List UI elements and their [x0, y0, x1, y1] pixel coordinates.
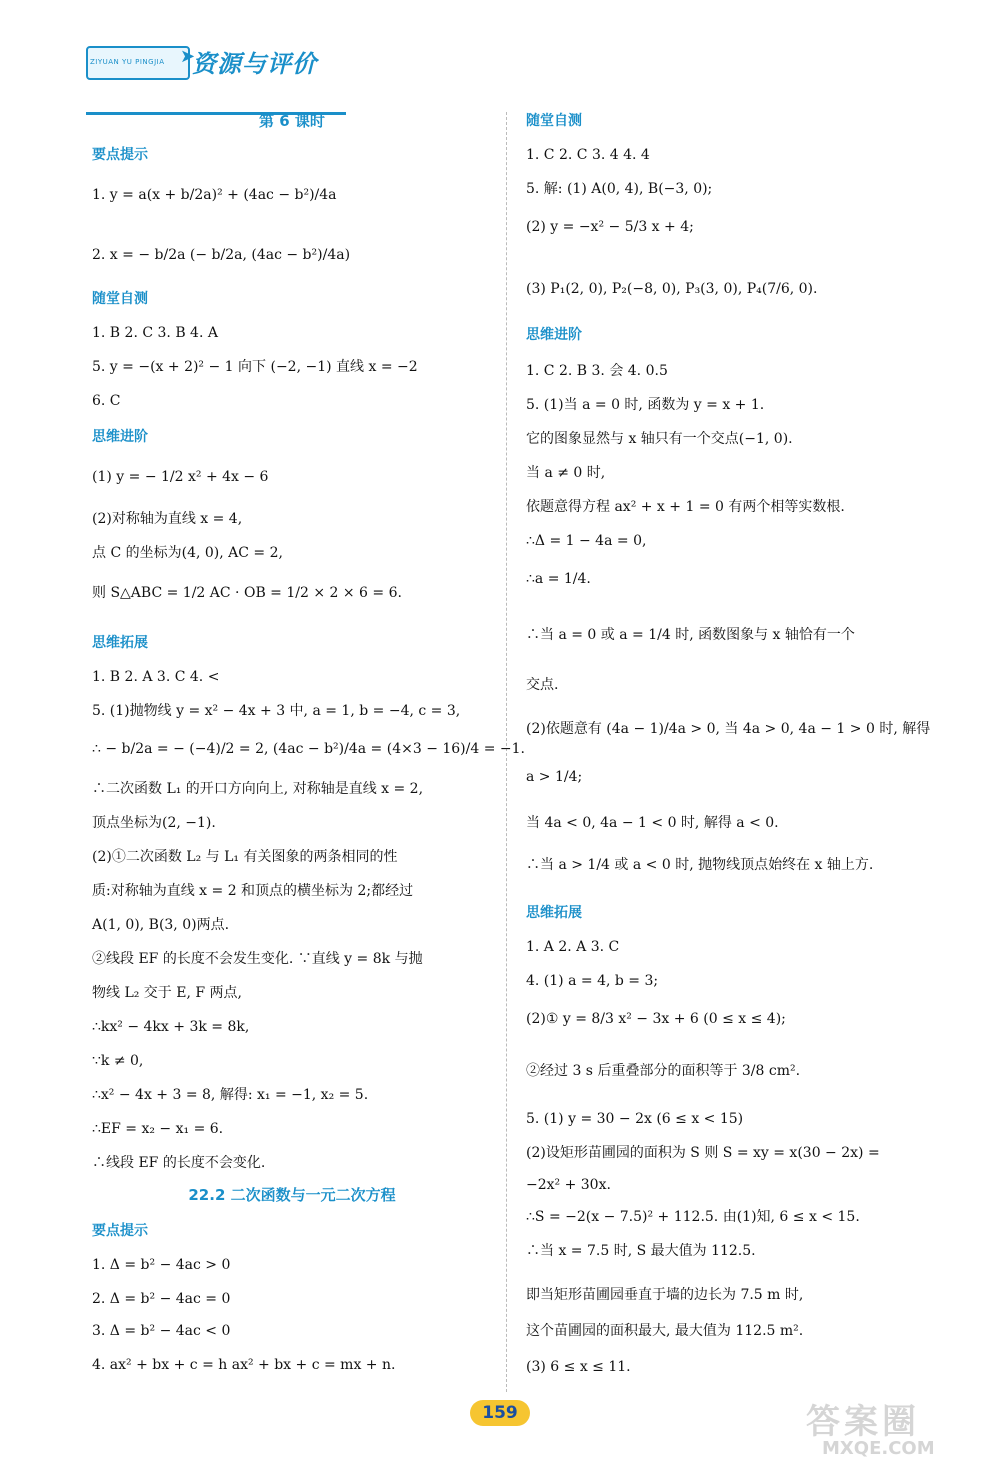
section-heading: 思维进阶 — [526, 327, 582, 343]
answer-line: 6. C — [92, 393, 121, 409]
answer-line: ∴EF = x₂ − x₁ = 6. — [92, 1121, 224, 1137]
answer-line: 1. B 2. C 3. B 4. A — [92, 325, 218, 341]
watermark-url: MXQE.COM — [822, 1438, 935, 1459]
answer-line: 当 4a < 0, 4a − 1 < 0 时, 解得 a < 0. — [526, 815, 779, 831]
lesson-title: 第 6 课时 — [259, 112, 325, 130]
answer-line: ∴当 a = 0 或 a = 1/4 时, 函数图象与 x 轴恰有一个 — [526, 627, 855, 643]
section-heading: 随堂自测 — [526, 113, 582, 129]
header-pinyin: ZIYUAN YU PINGJIA — [90, 58, 165, 66]
page-number: 159 — [470, 1400, 530, 1426]
answer-line: 5. y = −(x + 2)² − 1 向下 (−2, −1) 直线 x = −2 — [92, 359, 418, 375]
answer-line: ∴线段 EF 的长度不会变化. — [92, 1155, 266, 1171]
answer-line: 1. A 2. A 3. C — [526, 939, 620, 955]
answer-line: 2. Δ = b² − 4ac = 0 — [92, 1291, 231, 1307]
answer-line: 5. 解: (1) A(0, 4), B(−3, 0); — [526, 181, 713, 197]
section-heading: 思维拓展 — [92, 635, 148, 651]
lesson-title: 22.2 二次函数与一元二次方程 — [188, 1186, 396, 1204]
answer-line: A(1, 0), B(3, 0)两点. — [92, 917, 230, 933]
answer-line: 它的图象显然与 x 轴只有一个交点(−1, 0). — [526, 431, 793, 447]
section-heading: 要点提示 — [92, 1223, 148, 1239]
answer-line: (3) 6 ≤ x ≤ 11. — [526, 1359, 631, 1375]
answer-line: ∴a = 1/4. — [526, 571, 591, 587]
answer-line: ∵k ≠ 0, — [92, 1053, 144, 1069]
section-heading: 要点提示 — [92, 147, 148, 163]
section-heading: 思维拓展 — [526, 905, 582, 921]
answer-line: 2. x = − b/2a (− b/2a, (4ac − b²)/4a) — [92, 247, 351, 263]
answer-line: 即当矩形苗圃园垂直于墙的边长为 7.5 m 时, — [526, 1287, 804, 1303]
answer-line: (2)① y = 8/3 x² − 3x + 6 (0 ≤ x ≤ 4); — [526, 1011, 786, 1027]
answer-line: −2x² + 30x. — [526, 1177, 611, 1193]
answer-line: 这个苗圃园的面积最大, 最大值为 112.5 m². — [526, 1323, 804, 1339]
section-heading: 随堂自测 — [92, 291, 148, 307]
answer-line: 1. y = a(x + b/2a)² + (4ac − b²)/4a — [92, 187, 337, 203]
answer-line: 物线 L₂ 交于 E, F 两点, — [92, 985, 242, 1001]
section-heading: 思维进阶 — [92, 429, 148, 445]
answer-line: 当 a ≠ 0 时, — [526, 465, 606, 481]
answer-line: a > 1/4; — [526, 769, 583, 785]
answer-line: ∴二次函数 L₁ 的开口方向向上, 对称轴是直线 x = 2, — [92, 781, 424, 797]
page-header — [86, 40, 346, 84]
answer-line: 顶点坐标为(2, −1). — [92, 815, 216, 831]
answer-line: (2) y = −x² − 5/3 x + 4; — [526, 219, 694, 235]
answer-line: 则 S△ABC = 1/2 AC · OB = 1/2 × 2 × 6 = 6. — [92, 585, 402, 601]
answer-line: 4. (1) a = 4, b = 3; — [526, 973, 659, 989]
answer-line: ∴Δ = 1 − 4a = 0, — [526, 533, 647, 549]
answer-line: 5. (1) y = 30 − 2x (6 ≤ x < 15) — [526, 1111, 744, 1127]
answer-line: 交点. — [526, 677, 559, 693]
answer-line: 5. (1)当 a = 0 时, 函数为 y = x + 1. — [526, 397, 765, 413]
answer-line: 质:对称轴为直线 x = 2 和顶点的横坐标为 2;都经过 — [92, 883, 414, 899]
answer-line: ∴x² − 4x + 3 = 8, 解得: x₁ = −1, x₂ = 5. — [92, 1087, 369, 1103]
answer-line: ∴当 a > 1/4 或 a < 0 时, 抛物线顶点始终在 x 轴上方. — [526, 857, 874, 873]
watermark-logo — [806, 1392, 986, 1462]
answer-line: (2)依题意有 (4a − 1)/4a > 0, 当 4a > 0, 4a − 1 > 0 时, 解得 — [526, 721, 931, 737]
answer-line: 3. Δ = b² − 4ac < 0 — [92, 1323, 231, 1339]
answer-line: (3) P₁(2, 0), P₂(−8, 0), P₃(3, 0), P₄(7/6, 0). — [526, 281, 818, 297]
answer-line: (2)设矩形苗圃园的面积为 S 则 S = xy = x(30 − 2x) = — [526, 1145, 880, 1161]
answer-line: 1. B 2. A 3. C 4. < — [92, 669, 220, 685]
answer-line: 1. Δ = b² − 4ac > 0 — [92, 1257, 231, 1273]
answer-line: 5. (1)抛物线 y = x² − 4x + 3 中, a = 1, b = −4, c = 3, — [92, 703, 461, 719]
answer-line: 4. ax² + bx + c = h ax² + bx + c = mx + n. — [92, 1357, 396, 1373]
answer-line: ②经过 3 s 后重叠部分的面积等于 3/8 cm². — [526, 1063, 801, 1079]
answer-line: ∴S = −2(x − 7.5)² + 112.5. 由(1)知, 6 ≤ x < 15. — [526, 1209, 860, 1225]
header-title: 资源与评价 — [192, 50, 317, 78]
answer-line: ∴kx² − 4kx + 3k = 8k, — [92, 1019, 250, 1035]
answer-line: ②线段 EF 的长度不会发生变化. ∵直线 y = 8k 与抛 — [92, 951, 423, 967]
answer-line: ∴ − b/2a = − (−4)/2 = 2, (4ac − b²)/4a = (4×3 − 16)/4 = −1. — [92, 741, 525, 757]
answer-line: (2)①二次函数 L₂ 与 L₁ 有关图象的两条相同的性 — [92, 849, 398, 865]
answer-line: 点 C 的坐标为(4, 0), AC = 2, — [92, 545, 283, 561]
answer-line: (1) y = − 1/2 x² + 4x − 6 — [92, 469, 269, 485]
arrow-icon: ➤ — [180, 46, 196, 67]
answer-line: 1. C 2. C 3. 4 4. 4 — [526, 147, 650, 163]
answer-line: 1. C 2. B 3. 会 4. 0.5 — [526, 363, 668, 379]
answer-line: 依题意得方程 ax² + x + 1 = 0 有两个相等实数根. — [526, 499, 845, 515]
watermark-text: 答案圈 — [806, 1402, 920, 1442]
answer-line: ∴当 x = 7.5 时, S 最大值为 112.5. — [526, 1243, 756, 1259]
answer-line: (2)对称轴为直线 x = 4, — [92, 511, 243, 527]
